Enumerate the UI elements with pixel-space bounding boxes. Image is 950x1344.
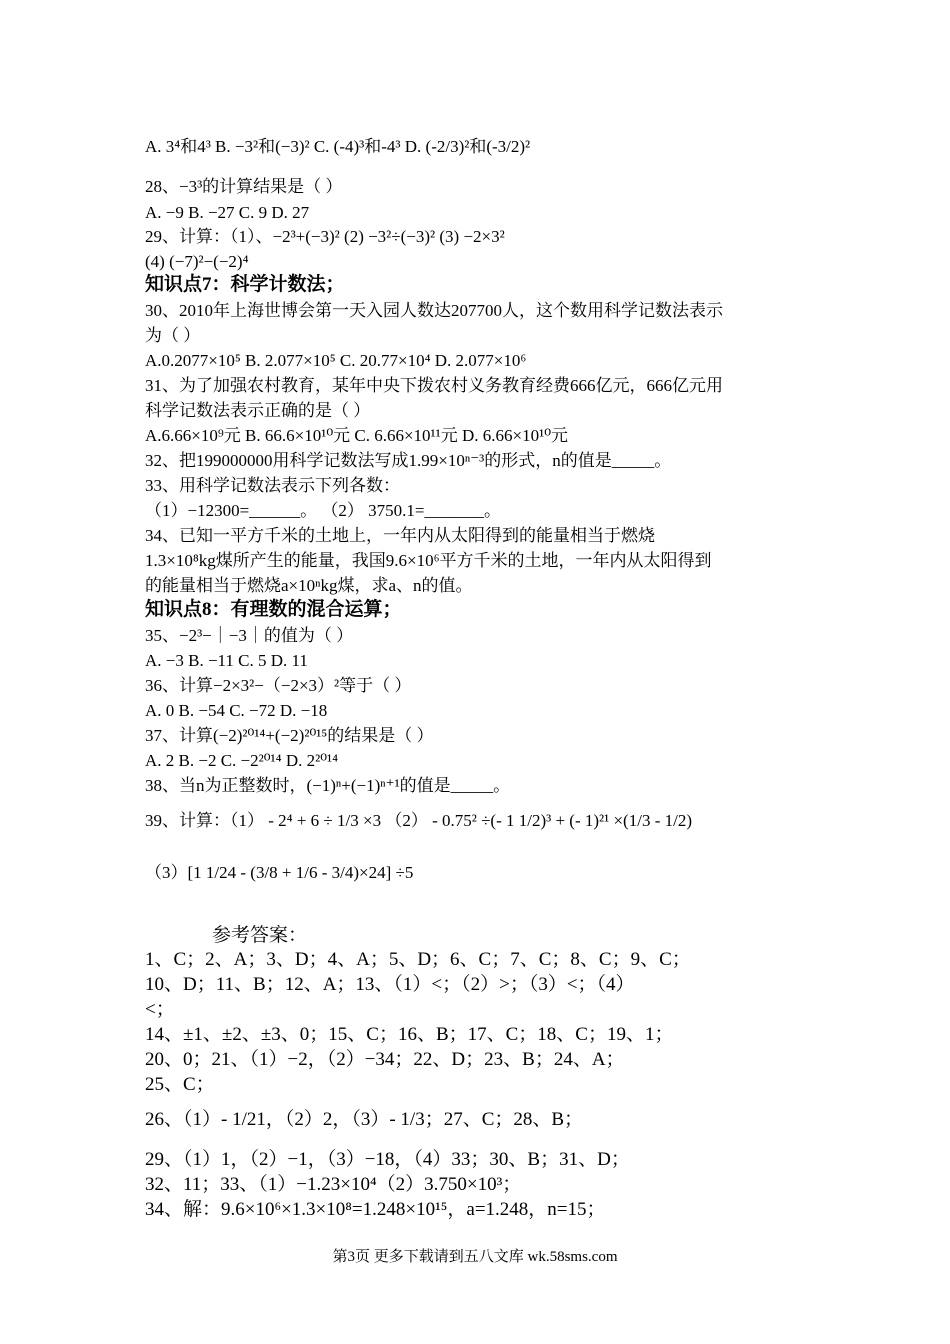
- answers-title: 参考答案：: [212, 925, 308, 946]
- q34-line2: 1.3×10⁸kg煤所产生的能量，我国9.6×10⁶平方千米的土地，一年内从太阳得到: [145, 551, 712, 570]
- q39-part3: （3）[1 1/24 - (3/8 + 1/6 - 3/4)×24] ÷5: [145, 863, 414, 882]
- q33-text: 33、用科学记数法表示下列各数：: [145, 476, 400, 495]
- answer-line-9: 32、11；33、（1）−1.23×10⁴（2）3.750×10³；: [145, 1174, 522, 1195]
- q31-line2: 科学记数法表示正确的是（ ）: [145, 401, 371, 420]
- q30-line2: 为（ ）: [145, 326, 201, 345]
- q34-line3: 的能量相当于燃烧a×10ⁿkg煤，求a、n的值。: [145, 576, 473, 595]
- answer-line-5: 20、0；21、（1）−2，（2）−34；22、D；23、B；24、A；: [145, 1049, 625, 1070]
- answer-line-2: 10、D；11、B；12、A；13、（1）<；（2）>；（3）<；（4）: [145, 974, 635, 995]
- q33-parts: （1）−12300=______。 （2） 3750.1=_______。: [145, 501, 502, 520]
- q30-line1: 30、2010年上海世博会第一天入园人数达207700人，这个数用科学记数法表示: [145, 301, 723, 320]
- section-heading-8: 知识点8：有理数的混合运算；: [145, 599, 402, 620]
- answer-line-3: <；: [145, 999, 175, 1020]
- answer-line-7: 26、（1）- 1/21，（2）2，（3）- 1/3；27、C；28、B；: [145, 1109, 584, 1130]
- q34-line1: 34、已知一平方千米的土地上，一年内从太阳得到的能量相当于燃烧: [145, 526, 655, 545]
- q36-options: A. 0 B. −54 C. −72 D. −18: [145, 701, 328, 720]
- q39-text: 39、计算：（1） - 2⁴ + 6 ÷ 1/3 ×3 （2） - 0.75² ÷(- 1 1/2)³ + (- 1)²¹ ×(1/3 - 1/2): [145, 811, 692, 830]
- q35-text: 35、−2³−｜−3｜的值为（ ）: [145, 626, 354, 645]
- q29-text: 29、计算：（1）、−2³+(−3)² (2) −3²÷(−3)² (3) −2×3²: [145, 227, 505, 246]
- q31-line1: 31、为了加强农村教育，某年中央下拨农村义务教育经费666亿元，666亿元用: [145, 376, 723, 395]
- q38-text: 38、当n为正整数时，(−1)ⁿ+(−1)ⁿ⁺¹的值是_____。: [145, 776, 511, 795]
- q32-text: 32、把199000000用科学记数法写成1.99×10ⁿ⁻³的形式，n的值是_____。: [145, 451, 672, 470]
- section-heading-7: 知识点7：科学计数法；: [145, 274, 345, 295]
- q30-options: A.0.2077×10⁵ B. 2.077×10⁵ C. 20.77×10⁴ D. 2.077×10⁶: [145, 351, 527, 370]
- q29-part4: (4) (−7)²−(−2)⁴: [145, 252, 249, 271]
- page-footer: 第3页 更多下载请到五八文库 wk.58sms.com: [332, 1249, 618, 1265]
- q37-text: 37、计算(−2)²⁰¹⁴+(−2)²⁰¹⁵的结果是（ ）: [145, 726, 434, 745]
- q35-options: A. −3 B. −11 C. 5 D. 11: [145, 651, 308, 670]
- q28-options: A. −9 B. −27 C. 9 D. 27: [145, 203, 310, 222]
- answer-line-10: 34、解：9.6×10⁶×1.3×10⁸=1.248×10¹⁵，a=1.248，n=15；: [145, 1199, 606, 1220]
- answer-line-4: 14、±1、±2、±3、0；15、C；16、B；17、C；18、C；19、1；: [145, 1024, 674, 1045]
- q36-text: 36、计算−2×3²−（−2×3）²等于（ ）: [145, 676, 412, 695]
- q28-text: 28、−3³的计算结果是（ ）: [145, 177, 343, 196]
- q37-options: A. 2 B. −2 C. −2²⁰¹⁴ D. 2²⁰¹⁴: [145, 751, 339, 770]
- q31-options: A.6.66×10⁹元 B. 66.6×10¹⁰元 C. 6.66×10¹¹元 D. 6.66×10¹⁰元: [145, 426, 569, 445]
- answer-line-8: 29、（1）1，（2）−1，（3）−18，（4）33；30、B；31、D；: [145, 1149, 630, 1170]
- q27-options: A. 3⁴和4³ B. −3²和(−3)² C. (-4)³和-4³ D. (-2/3)²和(-3/2)²: [145, 137, 531, 156]
- answer-line-1: 1、C；2、A；3、D；4、A；5、D；6、C；7、C；8、C；9、C；: [145, 949, 691, 970]
- answer-line-6: 25、C；: [145, 1074, 215, 1095]
